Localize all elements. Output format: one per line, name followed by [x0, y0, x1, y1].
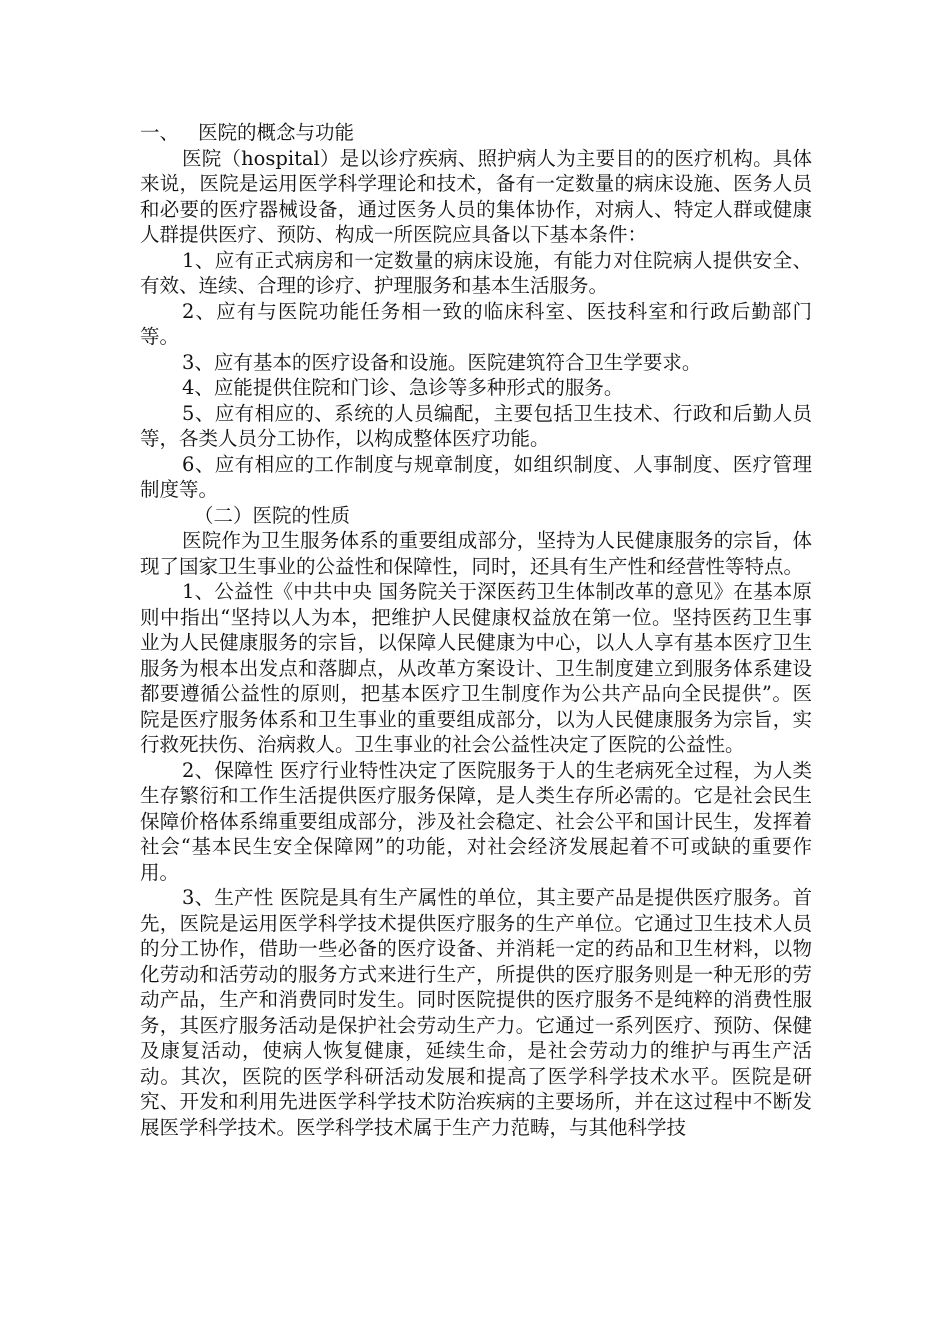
section-title: 医院的概念与功能 — [198, 121, 355, 144]
paragraph-public-welfare: 1、公益性《中共中央 国务院关于深医药卫生体制改革的意见》在基本原则中指出“坚持以人为本，把维护人民健康权益放在第一位。坚持医药卫生事业为人民健康服务的宗旨，以保障人民健康为中心，以人人享有基本医疗卫生服务为根本出发点和落脚点，从改革方案设计、卫生制度建立到服务体系建设都要遵循公益性的原则，把基本医疗卫生制度作为公共产品向全民提供”。医院是医疗服务体系和卫生事业的重要组成部分，以为人民健康服务为宗旨，实行救死扶伤、治病救人。卫生事业的社会公益性决定了医院的公益性。 — [140, 580, 812, 756]
paragraph-security: 2、保障性 医疗行业特性决定了医院服务于人的生老病死全过程，为人类生存繁衍和工作生活提供医疗服务保障，是人类生存所必需的。它是社会民生保障价格体系绵重要组成部分，涉及社会稳定、社会公平和国计民生，发挥着社会“基本民生安全保障网”的功能，对社会经济发展起着不可或缺的重要作用。 — [140, 758, 812, 884]
paragraph-productivity: 3、生产性 医院是具有生产属性的单位，其主要产品是提供医疗服务。首先，医院是运用医学科学技术提供医疗服务的生产单位。它通过卫生技术人员的分工协作，借助一些必备的医疗设备、并消耗一定的药品和卫生材料，以物化劳动和活劳动的服务方式来进行生产，所提供的医疗服务则是一种无形的劳动产品，生产和消费同时发生。同时医院提供的医疗服务不是纯粹的消费性服务，其医疗服务活动是保护社会劳动生产力。它通过一系列医疗、预防、保健及康复活动，使病人恢复健康，延续生命，是社会劳动力的维护与再生产活动。其次，医院的医学科研活动发展和提高了医学科学技术水平。医院是研究、开发和利用先进医学科学技术防治疾病的主要场所，并在这过程中不断发展医学科学技术。医学科学技术属于生产力范畴，与其他科学技 — [140, 886, 812, 1139]
paragraph-condition-3: 3、应有基本的医疗设备和设施。医院建筑符合卫生学要求。 — [182, 350, 702, 374]
paragraph-nature-intro: 医院作为卫生服务体系的重要组成部分，坚持为人民健康服务的宗旨，体现了国家卫生事业的公益性和保障性，同时，还具有生产性和经营性等特点。 — [140, 529, 812, 578]
document-page — [140, 120, 812, 1140]
paragraph-condition-2: 2、应有与医院功能任务相一致的临床科室、医技科室和行政后勤部门等。 — [140, 299, 812, 348]
paragraph-condition-6: 6、应有相应的工作制度与规章制度，如组织制度、人事制度、医疗管理制度等。 — [140, 452, 812, 501]
paragraph-condition-5: 5、应有相应的、系统的人员编配，主要包括卫生技术、行政和后勤人员等，各类人员分工协作，以构成整体医疗功能。 — [140, 401, 812, 450]
section-number: 一、 — [140, 121, 180, 144]
paragraph-condition-1: 1、应有正式病房和一定数量的病床设施，有能力对住院病人提供安全、有效、连续、合理的诊疗、护理服务和基本生活服务。 — [140, 248, 812, 297]
subsection-heading: （二）医院的性质 — [194, 503, 351, 527]
paragraph-condition-4: 4、应能提供住院和门诊、急诊等多种形式的服务。 — [182, 376, 624, 399]
paragraph-definition: 医院（hospital）是以诊疗疾病、照护病人为主要目的的医疗机构。具体来说，医院是运用医学科学理论和技术，备有一定数量的病床设施、医务人员和必要的医疗器械设备，通过医务人员的集体协作，对病人、特定人群或健康人群提供医疗、预防、构成一所医院应具备以下基本条件： — [140, 146, 812, 246]
section-heading — [140, 120, 812, 146]
